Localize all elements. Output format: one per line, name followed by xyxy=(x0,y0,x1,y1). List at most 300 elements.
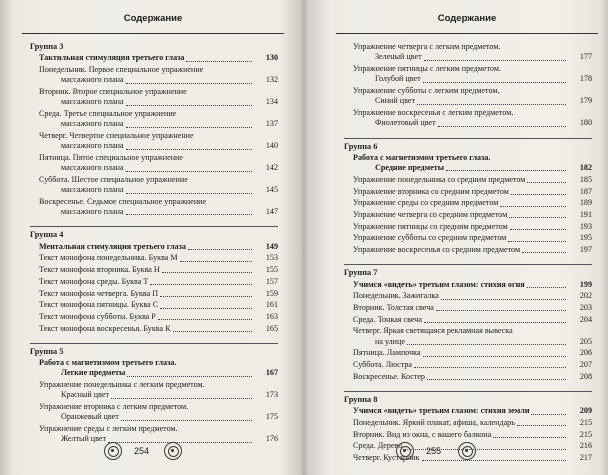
entry-title xyxy=(39,197,258,218)
entry-line: Среда. Дерево xyxy=(353,441,403,451)
entry-line: Пятница. Пятое специальное упражнение xyxy=(39,152,183,162)
entry-line: Суббота. Люстра xyxy=(353,359,412,369)
dot-leader xyxy=(511,187,566,195)
entry-line: Текст монофона субботы. Буква Р xyxy=(39,311,156,321)
toc-entry xyxy=(344,372,592,382)
entry-line: Понедельник. Зажигалка xyxy=(353,291,439,301)
entry-title xyxy=(353,372,572,382)
dot-leader xyxy=(510,222,566,230)
entry-page-number: 206 xyxy=(579,348,592,358)
entry-title xyxy=(353,222,572,232)
dot-leader xyxy=(423,348,566,356)
right-page xyxy=(336,0,598,475)
dot-leader xyxy=(414,360,566,368)
entry-page-number: 132 xyxy=(265,75,278,85)
entry-last-line xyxy=(39,289,254,299)
entry-line: Среда. Тонкая свеча xyxy=(353,314,422,324)
entry-line: массажного плана xyxy=(61,207,124,217)
toc-entry xyxy=(344,430,592,440)
entry-line: Вторник. Второе специальное упражнение xyxy=(39,86,187,96)
dot-leader xyxy=(427,372,566,380)
entry-page-number: 215 xyxy=(579,429,592,439)
entry-page-number: 167 xyxy=(265,368,278,378)
entry-line: Упражнение среды со средним предметом xyxy=(353,198,499,208)
group-title: Группа 6 xyxy=(344,141,378,151)
toc-entry xyxy=(344,348,592,358)
dot-leader xyxy=(126,163,252,171)
entry-page-number: 207 xyxy=(579,359,592,369)
toc-entry xyxy=(344,360,592,370)
dot-leader xyxy=(436,303,566,311)
entry-page-number: 191 xyxy=(579,209,592,219)
dot-leader xyxy=(158,312,252,320)
entry-page-number: 215 xyxy=(579,417,592,427)
entry-title xyxy=(353,303,572,313)
toc-entry xyxy=(344,315,592,325)
toc-group xyxy=(30,42,278,217)
toc-entry xyxy=(30,253,278,263)
toc-entry xyxy=(30,277,278,287)
entry-last-line xyxy=(353,315,568,325)
toc-entry xyxy=(344,64,592,85)
entry-line: Текст монофона четверга. Буква П xyxy=(39,288,159,298)
entry-line: Упражнение пятницы со средним предметом xyxy=(353,221,508,231)
entry-line: Упражнение четверга с легким предметом. xyxy=(353,42,501,51)
entry-last-line xyxy=(353,74,568,84)
dot-leader xyxy=(160,300,252,308)
entry-title xyxy=(353,198,572,208)
entry-line: Работа с магнетизмом третьего глаза. xyxy=(353,152,491,162)
entry-page-number: 205 xyxy=(579,336,592,346)
entry-page-number: 134 xyxy=(265,97,278,107)
entry-line: Вторник. Толстая свеча xyxy=(353,302,434,312)
dot-leader xyxy=(417,96,566,104)
dot-leader xyxy=(160,289,252,297)
entry-title xyxy=(39,153,258,174)
entry-line: массажного плана xyxy=(61,141,124,151)
entry-last-line xyxy=(39,185,254,195)
entry-title xyxy=(39,300,258,310)
entry-last-line xyxy=(353,291,568,301)
toc-entry xyxy=(344,222,592,232)
toc-entry xyxy=(30,402,278,423)
entry-line: Упражнение воскресенья с легким предметом. xyxy=(353,107,514,117)
entry-line: Тактильная стимуляция третьего глаза xyxy=(39,53,185,63)
entry-title xyxy=(353,280,572,290)
entry-title xyxy=(39,277,258,287)
entry-last-line xyxy=(39,265,254,275)
entry-page-number: 140 xyxy=(265,141,278,151)
entry-page-number: 216 xyxy=(579,441,592,451)
dot-leader xyxy=(407,337,566,345)
dot-leader xyxy=(126,185,252,193)
toc-entry xyxy=(30,197,278,218)
entry-page-number: 178 xyxy=(579,74,592,84)
entry-title xyxy=(353,291,572,301)
toc-entry xyxy=(344,326,592,347)
entry-title xyxy=(353,86,572,107)
dot-leader xyxy=(531,406,566,414)
toc-entry xyxy=(30,300,278,310)
entry-last-line xyxy=(353,337,568,347)
toc-entry xyxy=(344,198,592,208)
entry-page-number: 189 xyxy=(579,198,592,208)
entry-last-line xyxy=(353,372,568,382)
entry-title xyxy=(353,153,572,174)
entry-line: Пятница. Лампочка xyxy=(353,348,421,358)
entry-line: массажного плана xyxy=(61,163,124,173)
dot-leader xyxy=(446,163,566,171)
entry-last-line xyxy=(353,210,568,220)
entry-page-number: 202 xyxy=(579,291,592,301)
toc-entry xyxy=(344,86,592,107)
dot-leader xyxy=(508,233,566,241)
entry-page-number: 149 xyxy=(265,241,278,251)
group-title: Группа 3 xyxy=(30,42,64,51)
entry-page-number: 159 xyxy=(265,288,278,298)
entry-line: массажного плана xyxy=(61,185,124,195)
entry-title xyxy=(39,265,258,275)
dot-leader xyxy=(126,119,252,127)
entry-last-line xyxy=(39,253,254,263)
entry-page-number: 177 xyxy=(579,52,592,62)
entry-line: Четверг. Яркая светящаяся рекламная вывеска xyxy=(353,326,513,336)
dot-leader xyxy=(509,210,566,218)
entry-last-line xyxy=(39,207,254,217)
toc-entry xyxy=(344,245,592,255)
entry-title xyxy=(353,42,572,63)
dot-leader xyxy=(126,141,252,149)
toc-entry xyxy=(344,233,592,243)
toc-entry xyxy=(30,324,278,334)
entry-line: Текст монофона пятницы. Буква С xyxy=(39,300,159,310)
dot-leader xyxy=(162,265,252,273)
entry-last-line xyxy=(39,242,254,252)
entry-last-line xyxy=(39,119,254,129)
entry-last-line xyxy=(39,434,254,444)
entry-line: Учимся «видеть» третьим глазом: стихия огня xyxy=(353,279,525,289)
entry-last-line xyxy=(353,348,568,358)
entry-page-number: 137 xyxy=(265,119,278,129)
entry-title xyxy=(39,53,258,63)
entry-line: Понедельник. Яркий плакат, афиша, календарь xyxy=(353,417,515,427)
dot-leader xyxy=(522,245,566,253)
entry-page-number: 217 xyxy=(579,453,592,462)
entry-line: Упражнение среды с легким предметом. xyxy=(39,424,178,434)
entry-last-line xyxy=(39,324,254,334)
toc-entry xyxy=(344,406,592,416)
toc-group xyxy=(344,264,592,382)
entry-line: Легкие предметы xyxy=(61,368,126,378)
entry-page-number: 180 xyxy=(579,118,592,128)
entry-title xyxy=(353,64,572,85)
entry-title xyxy=(353,406,572,416)
entry-page-number: 182 xyxy=(579,163,592,173)
entry-line: Четверг. Четвертое специальное упражнение xyxy=(39,130,194,140)
entry-last-line xyxy=(353,187,568,197)
entry-title xyxy=(353,418,572,428)
page-header: Содержание xyxy=(437,13,497,24)
entry-title xyxy=(39,289,258,299)
toc-entry xyxy=(344,210,592,220)
entry-last-line xyxy=(353,222,568,232)
entry-last-line xyxy=(353,418,568,428)
entry-line: Текст монофона среды. Буква Т xyxy=(39,276,149,286)
entry-last-line xyxy=(353,163,568,173)
page-header: Содержание xyxy=(123,13,183,24)
entry-title xyxy=(353,360,572,370)
entry-page-number: 163 xyxy=(265,311,278,321)
dot-leader xyxy=(527,280,566,288)
dot-leader xyxy=(126,207,252,215)
dot-leader xyxy=(180,253,252,261)
entry-line: Голубой цвет xyxy=(375,74,421,84)
entry-title xyxy=(353,187,572,197)
entry-line: Воскресенье. Седьмое специальное упражнение xyxy=(39,196,207,206)
entry-last-line xyxy=(39,412,254,422)
chakra-emblem-icon xyxy=(164,442,182,460)
toc-group xyxy=(30,343,278,445)
entry-line: Вторник. Вид из окна, с вашего балкона xyxy=(353,429,492,439)
entry-line: массажного плана xyxy=(61,97,124,107)
page-number: 254 xyxy=(134,446,150,456)
toc-entry xyxy=(30,65,278,86)
toc-entry xyxy=(344,153,592,174)
entry-line: Текст монофона воскресенья. Буква К xyxy=(39,323,171,333)
entry-title xyxy=(353,108,572,129)
toc-entry xyxy=(30,265,278,275)
entry-title xyxy=(353,210,572,220)
toc-entry xyxy=(30,153,278,174)
toc-entry xyxy=(30,53,278,63)
toc-entry xyxy=(344,291,592,301)
entry-line: Упражнение воскресенья со средним предметом xyxy=(353,244,521,254)
dot-leader xyxy=(517,418,566,426)
dot-leader xyxy=(111,390,252,398)
entry-page-number: 130 xyxy=(265,53,278,63)
dot-leader xyxy=(173,324,252,332)
entry-line: Желтый цвет xyxy=(61,434,107,444)
chakra-emblem-icon xyxy=(396,442,414,460)
dot-leader xyxy=(422,453,566,461)
entry-title xyxy=(39,65,258,86)
entry-page-number: 193 xyxy=(579,221,592,231)
entry-title xyxy=(39,253,258,263)
entry-last-line xyxy=(39,75,254,85)
entry-title xyxy=(39,131,258,152)
entry-page-number: 204 xyxy=(579,314,592,324)
dot-leader xyxy=(527,175,566,183)
entry-page-number: 203 xyxy=(579,302,592,312)
entry-page-number: 187 xyxy=(579,186,592,196)
toc-entry xyxy=(30,87,278,108)
entry-page-number: 147 xyxy=(265,207,278,217)
toc-group xyxy=(30,226,278,333)
toc-entry xyxy=(344,187,592,197)
dot-leader xyxy=(493,430,566,438)
dot-leader xyxy=(186,53,252,61)
entry-title xyxy=(353,348,572,358)
entry-title xyxy=(353,233,572,243)
entry-line: Работа с магнетизмом третьего глаза. xyxy=(39,358,177,368)
entry-last-line xyxy=(39,390,254,400)
entry-line: Зеленый цвет xyxy=(375,52,422,62)
entry-line: Четверг. Кустарник xyxy=(353,453,420,462)
entry-page-number: 155 xyxy=(265,265,278,275)
entry-title xyxy=(39,175,258,196)
toc-entry xyxy=(344,175,592,185)
entry-line: Воскресенье. Костер xyxy=(353,371,425,381)
entry-line: Суббота. Шестое специальное упражнение xyxy=(39,174,188,184)
dot-leader xyxy=(424,315,566,323)
group-title: Группа 5 xyxy=(30,346,64,356)
entry-last-line xyxy=(353,406,568,416)
dot-leader xyxy=(500,198,566,206)
entry-line: Упражнение вторника с легким предметом. xyxy=(39,402,189,412)
toc-group xyxy=(344,138,592,256)
dot-leader xyxy=(441,291,566,299)
entry-page-number: 165 xyxy=(265,323,278,333)
entry-line: Красный цвет xyxy=(61,390,109,400)
entry-line: Понедельник. Первое специальное упражнение xyxy=(39,64,204,74)
entry-title xyxy=(39,312,258,322)
entry-line: Оранжевый цвет xyxy=(61,412,119,422)
entry-title xyxy=(39,424,258,445)
entry-line: Упражнение вторника со средним предметом xyxy=(353,186,509,196)
dot-leader xyxy=(150,277,252,285)
dot-leader xyxy=(423,74,566,82)
entry-last-line xyxy=(353,430,568,440)
entry-page-number: 176 xyxy=(265,434,278,444)
toc-entry xyxy=(30,312,278,322)
entry-last-line xyxy=(353,52,568,62)
entry-last-line xyxy=(353,96,568,106)
dot-leader xyxy=(438,118,566,126)
toc-entry xyxy=(30,289,278,299)
entry-line: Фиолетовый цвет xyxy=(375,118,436,128)
toc-entry xyxy=(30,109,278,130)
toc-entry xyxy=(30,358,278,379)
left-page xyxy=(22,0,284,475)
entry-last-line xyxy=(39,300,254,310)
entry-line: Текст монофона понедельника. Буква М xyxy=(39,253,178,263)
entry-line: Упражнение понедельника с легким предметом. xyxy=(39,380,205,390)
entry-line: Упражнение понедельника со средним предметом xyxy=(353,174,526,184)
entry-line: Среда. Третье специальное упражнение xyxy=(39,108,177,118)
entry-page-number: 175 xyxy=(265,412,278,422)
entry-title xyxy=(353,315,572,325)
entry-title xyxy=(39,402,258,423)
toc-entry xyxy=(30,175,278,196)
entry-last-line xyxy=(39,277,254,287)
toc-entry xyxy=(30,424,278,445)
group-title: Группа 8 xyxy=(344,394,378,404)
dot-leader xyxy=(126,97,252,105)
toc-group xyxy=(344,42,592,129)
entry-page-number: 142 xyxy=(265,163,278,173)
toc-entry xyxy=(344,280,592,290)
toc-entry xyxy=(30,242,278,252)
entry-title xyxy=(353,430,572,440)
chakra-emblem-icon xyxy=(458,442,476,460)
entry-page-number: 173 xyxy=(265,390,278,400)
entry-line: массажного плана xyxy=(61,75,124,85)
dot-leader xyxy=(424,52,566,60)
header-rule xyxy=(22,33,284,34)
toc-entry xyxy=(344,303,592,313)
entry-title xyxy=(39,324,258,334)
entry-last-line xyxy=(353,118,568,128)
entry-page-number: 208 xyxy=(579,371,592,381)
entry-page-number: 153 xyxy=(265,253,278,263)
group-title: Группа 4 xyxy=(30,230,64,240)
dot-leader xyxy=(188,242,252,250)
entry-title xyxy=(39,242,258,252)
entry-title xyxy=(39,358,258,379)
entry-page-number: 157 xyxy=(265,276,278,286)
entry-title xyxy=(39,380,258,401)
toc-entry xyxy=(344,42,592,63)
entry-last-line xyxy=(353,360,568,370)
dot-leader xyxy=(127,368,252,376)
entry-title xyxy=(353,175,572,185)
entry-last-line xyxy=(353,233,568,243)
page-number: 255 xyxy=(426,446,442,456)
entry-line: Синий цвет xyxy=(375,96,415,106)
entry-line: Учимся «видеть» третьим глазом: стихия земли xyxy=(353,406,530,416)
header-rule xyxy=(336,33,598,34)
entry-last-line xyxy=(353,245,568,255)
entry-line: на улице xyxy=(375,336,405,346)
dot-leader xyxy=(108,434,252,442)
entry-last-line xyxy=(39,97,254,107)
dot-leader xyxy=(126,75,252,83)
entry-line: Ментальная стимуляция третьего глаза xyxy=(39,241,186,251)
toc-entry xyxy=(344,108,592,129)
toc-entry xyxy=(30,380,278,401)
toc-entry xyxy=(30,131,278,152)
entry-page-number: 145 xyxy=(265,185,278,195)
entry-last-line xyxy=(39,53,254,63)
entry-last-line xyxy=(39,368,254,378)
entry-line: Текст монофона вторника. Буква Н xyxy=(39,265,160,275)
entry-line: Упражнение субботы с легким предметом. xyxy=(353,85,500,95)
entry-page-number: 161 xyxy=(265,300,278,310)
entry-last-line xyxy=(39,141,254,151)
dot-leader xyxy=(121,412,252,420)
entry-line: Упражнение субботы со средним предметом xyxy=(353,233,507,243)
entry-page-number: 197 xyxy=(579,244,592,254)
entry-last-line xyxy=(353,175,568,185)
entry-last-line xyxy=(39,163,254,173)
toc-content xyxy=(344,42,592,472)
entry-title xyxy=(353,245,572,255)
toc-content xyxy=(30,42,278,454)
entry-title xyxy=(353,326,572,347)
chakra-emblem-icon xyxy=(104,442,122,460)
entry-title xyxy=(39,109,258,130)
entry-last-line xyxy=(39,312,254,322)
entry-page-number: 195 xyxy=(579,233,592,243)
entry-page-number: 179 xyxy=(579,96,592,106)
entry-last-line xyxy=(353,198,568,208)
toc-entry xyxy=(344,418,592,428)
group-title: Группа 7 xyxy=(344,268,378,278)
entry-page-number: 209 xyxy=(579,406,592,416)
entry-title xyxy=(39,87,258,108)
entry-page-number: 185 xyxy=(579,174,592,184)
entry-line: Упражнение пятницы с легким предметом. xyxy=(353,63,501,73)
